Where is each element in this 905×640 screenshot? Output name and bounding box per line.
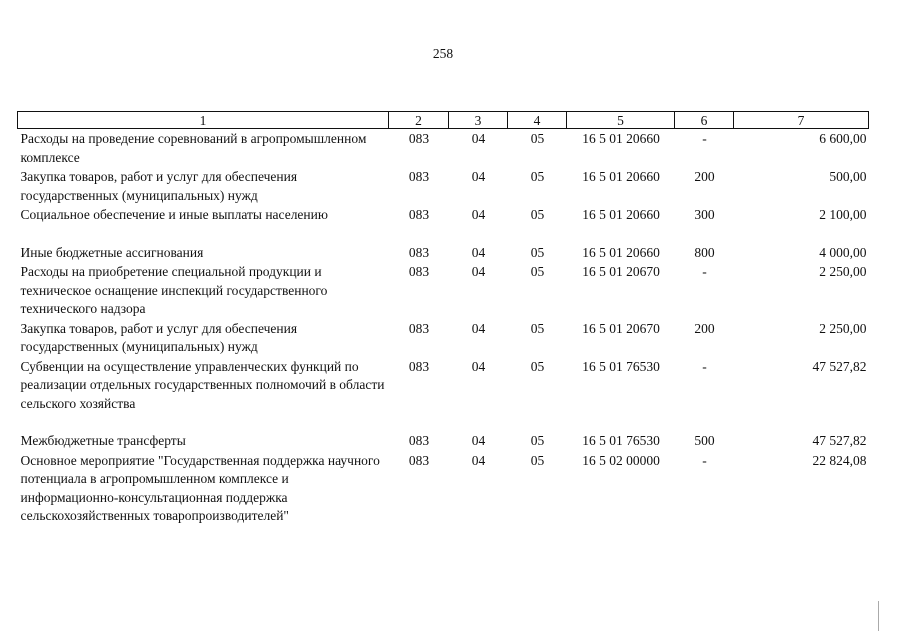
ministry-code: 083: [408, 244, 430, 260]
expense-type-code: 200: [694, 169, 715, 184]
amount: 47 527,82: [812, 358, 867, 374]
ministry-code: 083: [408, 169, 430, 184]
table-row: [18, 167, 869, 205]
column-number-row: [18, 112, 869, 129]
subsection-code: 05: [530, 169, 545, 184]
section-code: 04: [471, 452, 486, 468]
amount: 6 600,00: [819, 131, 867, 146]
section-code: 04: [471, 320, 486, 336]
section-code: 04: [471, 169, 486, 184]
table-row: [18, 262, 869, 319]
expense-name: Субвенции на осуществление управленческих функций по реализации отдельных государственных полномочий в области сельского хозяйства: [20, 358, 385, 411]
ministry-code: 083: [408, 358, 430, 374]
budget-table: [17, 111, 869, 526]
section-code: 04: [471, 264, 486, 279]
section-code: 04: [471, 433, 486, 448]
table-row: [18, 319, 869, 357]
expense-name: Иные бюджетные ассигнования: [20, 244, 204, 260]
target-article-code: 16 5 01 20670: [582, 320, 660, 336]
subsection-code: 05: [530, 320, 545, 336]
expense-type-code: -: [702, 452, 707, 468]
amount: 500,00: [829, 169, 867, 184]
expense-type-code: 800: [694, 244, 715, 260]
target-article-code: 16 5 01 20670: [582, 264, 660, 279]
ministry-code: 083: [408, 452, 430, 468]
subsection-code: 05: [530, 207, 545, 222]
target-article-code: 16 5 01 76530: [582, 433, 660, 448]
table-row: [18, 357, 869, 432]
table-row: [18, 451, 869, 526]
column-number-header: 4: [508, 112, 567, 129]
subsection-code: 05: [530, 433, 545, 448]
subsection-code: 05: [530, 131, 545, 146]
subsection-code: 05: [530, 452, 545, 468]
ministry-code: 083: [408, 264, 430, 279]
amount: 22 824,08: [812, 452, 867, 468]
ministry-code: 083: [408, 433, 430, 448]
column-number-header: 1: [18, 112, 389, 129]
amount: 4 000,00: [819, 244, 867, 260]
table-row: [18, 243, 869, 263]
subsection-code: 05: [530, 264, 545, 279]
column-number-header: 2: [389, 112, 449, 129]
column-number-header: 7: [734, 112, 869, 129]
target-article-code: 16 5 01 20660: [582, 131, 660, 146]
expense-name: Межбюджетные трансферты: [20, 433, 186, 448]
expense-type-code: -: [702, 358, 707, 374]
subsection-code: 05: [530, 244, 545, 260]
subsection-code: 05: [530, 358, 545, 374]
page-number: 258: [432, 46, 454, 61]
expense-type-code: 300: [694, 207, 715, 222]
target-article-code: 16 5 01 20660: [582, 169, 660, 184]
scan-edge-mark: [878, 601, 879, 631]
target-article-code: 16 5 02 00000: [582, 452, 660, 468]
section-code: 04: [471, 358, 486, 374]
section-code: 04: [471, 244, 486, 260]
amount: 47 527,82: [812, 433, 867, 448]
amount: 2 250,00: [819, 320, 867, 336]
ministry-code: 083: [408, 207, 430, 222]
column-number-header: 5: [567, 112, 675, 129]
section-code: 04: [471, 131, 486, 146]
expense-name: Закупка товаров, работ и услуг для обеспечения государственных (муниципальных) нужд: [20, 320, 298, 354]
ministry-code: 083: [408, 320, 430, 336]
table-row: [18, 205, 869, 243]
expense-type-code: 200: [694, 320, 715, 336]
target-article-code: 16 5 01 20660: [582, 207, 660, 222]
expense-type-code: 500: [694, 433, 715, 448]
expense-type-code: -: [702, 131, 707, 146]
target-article-code: 16 5 01 20660: [582, 244, 660, 260]
amount: 2 100,00: [819, 207, 867, 222]
expense-name: Социальное обеспечение и иные выплаты населению: [20, 207, 328, 222]
expense-name: Основное мероприятие "Государственная поддержка научного потенциала в агропромышленном комплексе и информационно-консультационная поддержка сельскохозяйственных товаропроизводителей": [20, 452, 380, 523]
table-row: [18, 129, 869, 168]
ministry-code: 083: [408, 131, 430, 146]
column-number-header: 6: [675, 112, 734, 129]
expense-name: Закупка товаров, работ и услуг для обеспечения государственных (муниципальных) нужд: [20, 169, 298, 203]
expense-type-code: -: [702, 264, 707, 279]
expense-name: Расходы на проведение соревнований в агропромышленном комплексе: [20, 131, 367, 165]
amount: 2 250,00: [819, 264, 867, 279]
table-row: [18, 431, 869, 451]
expense-name: Расходы на приобретение специальной продукции и техническое оснащение инспекций государственного технического надзора: [20, 264, 328, 316]
column-number-header: 3: [449, 112, 508, 129]
target-article-code: 16 5 01 76530: [582, 358, 660, 374]
section-code: 04: [471, 207, 486, 222]
